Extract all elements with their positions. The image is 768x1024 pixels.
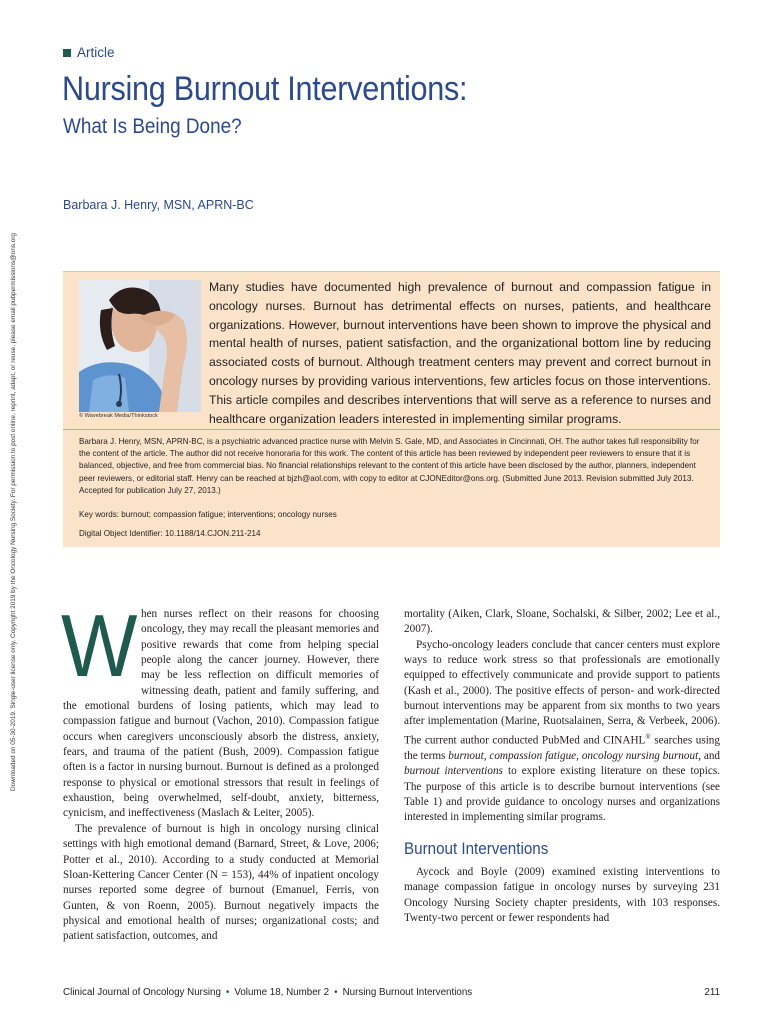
nurse-illustration bbox=[79, 280, 201, 412]
abstract-text: Many studies have documented high prevalence of burnout and compassion fatigue in oncology nurses. Burnout has detrimental effects on nurses, patients, and healthcare organizations. However, burnout interventions have been shown to improve the physical and mental health of nurses, patient satisfaction, and the organizational bottom line by reducing associated costs of burnout. Although treatment centers may prevent and correct burnout in oncology nurses by providing various interventions, few articles focus on those interventions. This article compiles and describes interventions that will serve as a reference to nurses and healthcare organization leaders interested in implementing similar programs. bbox=[209, 280, 711, 426]
journal-name: Clinical Journal of Oncology Nursing bbox=[63, 987, 221, 998]
search-term: burnout bbox=[448, 749, 484, 762]
section-tag-label: Article bbox=[77, 45, 115, 60]
body-text: Psycho-oncology leaders conclude that cancer centers must explore ways to reduce work stress so that professionals are emotionally equipped to effectively communicate and provide support to patients (Kash et al., 2000). The positive effects of person- and work-directed burnout interventions may be apparent from six months to two years after implementation (Marine, Ruotsalainen, Serra, & Verbeek, 2006). The current author conducted PubMed and CINAHL bbox=[404, 638, 720, 747]
volume-info: Volume 18, Number 2 bbox=[234, 987, 330, 998]
body-text: to explore existing literature on these topics. The purpose of this article is to describe burnout interventions (see Table 1) and provide guidance to oncology nurses and organizations interested in implementing similar programs. bbox=[404, 765, 721, 824]
bullet-icon: • bbox=[334, 987, 338, 998]
doi: Digital Object Identifier: 10.1188/14.CJON.211-214 bbox=[79, 529, 261, 538]
separator: , bbox=[576, 749, 582, 762]
section-heading: Burnout Interventions bbox=[404, 839, 549, 858]
search-term: compassion fatigue bbox=[489, 749, 577, 762]
body-text: searches using the terms bbox=[404, 734, 720, 762]
body-text: hen nurses reflect on their reasons for choosing oncology, they may recall the pleasant memories and positive rewards that come from helping special people along the cancer journey. However, there may be less reflection on difficult memories of witnessing death, patient and family suffering, and the emotional burdens of losing patients, which may lead to compassion fatigue and burnout (Vachon, 2010). Compassion fatigue occurs when caregivers unconsciously absorb the distress, anxiety, fears, and trauma of the patient (Bush, 2009). Compassion fatigue often is a factor in nursing burnout. Burnout is defined as a prolonged response to physical or emotional stressors that result in feelings of exhaustion, being overwhelmed, self-doubt, anxiety, bitterness, cynicism, and ineffectiveness (Maslach & Leiter, 2005). bbox=[63, 608, 379, 820]
download-notice-text: Downloaded on 05-30-2019. Single-user license only. Copyright 2019 by the Oncology Nursing Society. For permission to post online, reprint, adapt, or reuse, please email pubpermissions@ons.org bbox=[10, 233, 17, 791]
article-subtitle: What Is Being Done? bbox=[63, 115, 242, 138]
search-term: oncology nursing burnout bbox=[581, 749, 699, 762]
body-column-left bbox=[61, 596, 379, 945]
nurse-photo bbox=[79, 280, 201, 412]
body-paragraph bbox=[404, 638, 720, 826]
body-paragraph: mortality (Aiken, Clark, Sloane, Sochalski, & Silber, 2002; Lee et al., 2007). bbox=[404, 608, 720, 636]
registered-mark: ® bbox=[645, 732, 651, 741]
body-column-right bbox=[404, 607, 720, 926]
drop-cap: W bbox=[61, 596, 138, 695]
author-byline: Barbara J. Henry, MSN, APRN-BC bbox=[63, 198, 254, 212]
search-term: burnout interventions bbox=[404, 765, 503, 778]
section-tag bbox=[63, 45, 115, 60]
abstract-box bbox=[63, 271, 720, 547]
photo-credit: © Wavebreak Media/Thinkstock bbox=[79, 413, 158, 419]
square-bullet-icon bbox=[63, 49, 71, 57]
author-bio: Barbara J. Henry, MSN, APRN-BC, is a psychiatric advanced practice nurse with Melvin S. Gale, MD, and Associates in Cincinnati, OH. The author takes full responsibility for the content of the article. The author did not receive honoraria for this work. The content of this article has been reviewed by independent peer reviewers to ensure that it is balanced, objective, and free from commercial bias. No financial relationships relevant to the content of this article have been disclosed by the author, planners, independent peer reviewers, or editorial staff. Henry can be reached at bjzh@aol.com, with copy to editor at CJONEditor@ons.org. (Submitted June 2013. Revision submitted July 2013. Accepted for publication July 27, 2013.) bbox=[79, 437, 700, 495]
bullet-icon: • bbox=[225, 987, 230, 998]
body-paragraph bbox=[61, 596, 379, 822]
running-title: Nursing Burnout Interventions bbox=[342, 987, 473, 998]
page-number: 211 bbox=[704, 987, 720, 998]
keywords: Key words: burnout; compassion fatigue; interventions; oncology nurses bbox=[79, 510, 337, 519]
article-title: Nursing Burnout Interventions: bbox=[62, 70, 468, 108]
separator: , and bbox=[698, 749, 721, 762]
body-paragraph: The prevalence of burnout is high in oncology nursing clinical settings with high emotional demand (Barnard, Street, & Love, 2006; Potter et al., 2010). According to a study conducted at Memorial Sloan-Kettering Cancer Center (N = 153), 44% of inpatient oncology nurses reported some degree of burnout (Emanuel, Ferris, von Gunten, & von Roenn, 2005). Burnout negatively impacts the physical and emotional health of nurses; organizational costs; and patient satisfaction, outcomes, and bbox=[63, 822, 379, 943]
separator: , bbox=[483, 749, 490, 762]
abstract-divider bbox=[63, 429, 720, 430]
body-paragraph: Aycock and Boyle (2009) examined existing interventions to manage compassion fatigue in oncology nurses by surveying 231 Oncology Nursing Society chapter presidents, with 103 responses. Twenty-two percent or fewer respondents had bbox=[404, 865, 720, 924]
